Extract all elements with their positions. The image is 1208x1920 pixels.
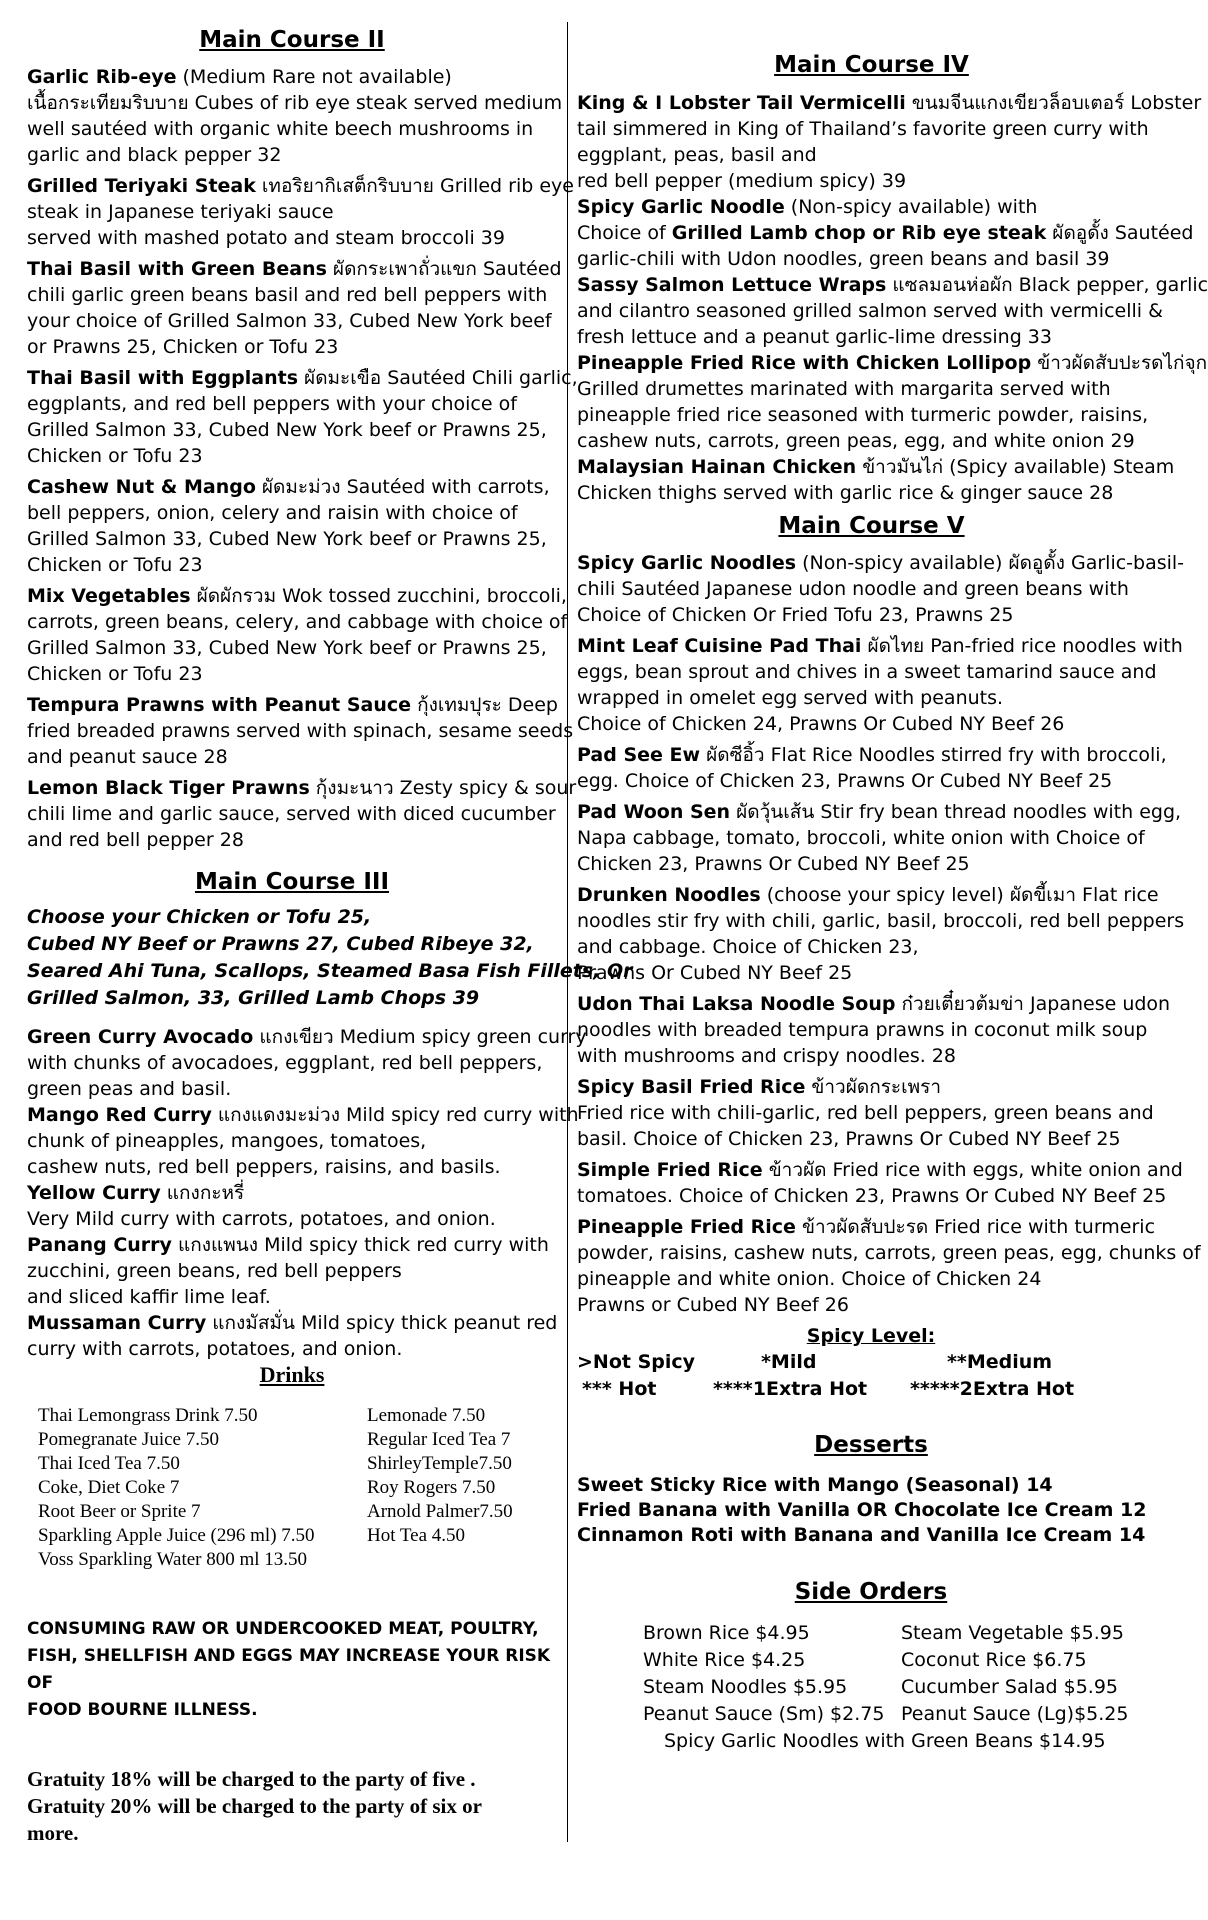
spicy-level-row-1 xyxy=(577,1349,1166,1376)
menu-item-description: and peanut sauce 28 xyxy=(27,746,228,768)
main-course-iv-list xyxy=(577,90,1208,506)
menu-item-description: tomatoes. Choice of Chicken 23, Prawns Or Cubed NY Beef 25 xyxy=(577,1185,1167,1207)
menu-item-line xyxy=(27,1336,557,1362)
menu-item-line xyxy=(577,768,1166,794)
menu-item-description: Grilled Salmon 33, Cubed New York beef or Prawns 25, xyxy=(27,419,547,441)
main-course-iii-title: Main Course III xyxy=(194,869,390,895)
gratuity-line: more. xyxy=(27,1821,79,1845)
menu-item-line xyxy=(577,685,1166,711)
menu-item-description: แกงมัสมั่น Mild spicy thick peanut red xyxy=(206,1312,558,1334)
menu-item xyxy=(577,350,1208,454)
menu-item-line xyxy=(27,1154,557,1180)
menu-item-description: Chicken or Tofu 23 xyxy=(27,554,203,576)
menu-item-description: ผัดผักรวม Wok tossed zucchini, broccoli, xyxy=(190,585,567,607)
menu-item-description: chunk of pineapples, mangoes, tomatoes, xyxy=(27,1130,427,1152)
menu-item-line xyxy=(577,711,1166,737)
side-order-item: Cucumber Salad $5.95 xyxy=(901,1676,1119,1698)
menu-item-description: and cilantro seasoned grilled salmon served with vermicelli & xyxy=(577,300,1163,322)
menu-item-line xyxy=(577,90,1202,116)
menu-item-description: แกงแดงมะม่วง Mild spicy red curry with xyxy=(211,1104,579,1126)
menu-item-description: แซลมอนห่อผัก Black pepper, garlic xyxy=(886,274,1208,296)
side-order-item: Coconut Rice $6.75 xyxy=(901,1649,1087,1671)
menu-item-description: Choice of Chicken Or Fried Tofu 23, Prawns 25 xyxy=(577,604,1014,626)
drink-item: Hot Tea 4.50 xyxy=(367,1525,466,1546)
menu-item-description: chili garlic green beans basil and red bell peppers with xyxy=(27,284,548,306)
menu-item-line xyxy=(577,142,1166,168)
drink-item: Arnold Palmer7.50 xyxy=(367,1501,513,1522)
menu-item xyxy=(577,1214,1201,1318)
menu-item xyxy=(577,90,1202,194)
spicy-level-medium: **Medium xyxy=(947,1351,1053,1373)
menu-item-line xyxy=(27,801,557,827)
side-order-item: Brown Rice $4.95 xyxy=(643,1622,810,1644)
side-order-garlic-noodles: Spicy Garlic Noodles with Green Beans $14.95 xyxy=(664,1730,1106,1752)
menu-item-line xyxy=(577,934,1166,960)
menu-item xyxy=(577,742,1166,794)
drinks-column-1 xyxy=(38,1404,367,1572)
menu-item-description: your choice of Grilled Salmon 33, Cubed New York beef xyxy=(27,310,552,332)
menu-item-description: Fried rice with chili-garlic, red bell peppers, green beans and xyxy=(577,1102,1154,1124)
menu-item-name: Cashew Nut & Mango xyxy=(27,476,256,498)
menu-item-line xyxy=(27,116,557,142)
menu-item-name: Drunken Noodles xyxy=(577,884,761,906)
menu-item-description: ข้าวผัด Fried rice with eggs, white onion and xyxy=(762,1159,1183,1181)
menu-item-line xyxy=(27,635,557,661)
menu-item-name: Simple Fried Rice xyxy=(577,1159,763,1181)
gratuity-note xyxy=(27,1766,557,1847)
gratuity-line: Gratuity 18% will be charged to the party of five . xyxy=(27,1767,476,1791)
drink-item: Roy Rogers 7.50 xyxy=(367,1477,496,1498)
menu-item-description: ก๋วยเตี๋ยวต้มข่า Japanese udon xyxy=(895,993,1171,1015)
menu-item-description: well sautéed with organic white beech mushrooms in xyxy=(27,118,534,140)
menu-item-description: ผัดวุ้นเส้น Stir fry bean thread noodles with egg, xyxy=(730,801,1182,823)
main-course-ii-list xyxy=(27,64,578,853)
drink-item: Voss Sparkling Water 800 ml 13.50 xyxy=(38,1549,308,1570)
menu-item-name: Spicy Basil Fried Rice xyxy=(577,1076,806,1098)
menu-item-line xyxy=(27,334,557,360)
menu-item-line xyxy=(27,391,557,417)
menu-item-description: carrots, green beans, celery, and cabbage with choice of xyxy=(27,611,568,633)
menu-item-name: Pineapple Fried Rice with Chicken Lollipop xyxy=(577,352,1032,374)
menu-item-line xyxy=(27,225,557,251)
menu-item-line xyxy=(577,298,1166,324)
menu-item-name: Mix Vegetables xyxy=(27,585,191,607)
menu-item-line xyxy=(577,428,1166,454)
menu-item-line xyxy=(27,661,557,687)
dessert-item: Fried Banana with Vanilla OR Chocolate Ice Cream 12 xyxy=(577,1499,1147,1521)
menu-item-description: Napa cabbage, tomato, broccoli, white onion with Choice of xyxy=(577,827,1145,849)
menu-item-line xyxy=(577,1214,1166,1240)
menu-item-name: Green Curry Avocado xyxy=(27,1026,254,1048)
warning-line: FOOD BOURNE ILLNESS. xyxy=(27,1700,258,1720)
menu-item-description: and sliced kaffir lime leaf. xyxy=(27,1286,271,1308)
menu-item-description: tail simmered in King of Thailand’s favorite green curry with xyxy=(577,118,1149,140)
drinks-list xyxy=(38,1404,557,1572)
drinks-title: Drinks xyxy=(259,1362,325,1387)
spicy-level-extra-hot-2: *****2Extra Hot xyxy=(910,1378,1075,1400)
menu-item-line xyxy=(27,775,577,801)
menu-item-description: and cabbage. Choice of Chicken 23, xyxy=(577,936,919,958)
menu-item-line xyxy=(27,1128,557,1154)
menu-item-name: Mussaman Curry xyxy=(27,1312,207,1334)
menu-item-line xyxy=(27,1076,557,1102)
menu-item-line xyxy=(577,742,1166,768)
menu-item-line xyxy=(577,376,1166,402)
menu-item-line xyxy=(577,1043,1166,1069)
menu-item-description: steak in Japanese teriyaki sauce xyxy=(27,201,334,223)
choice-line: Choose your Chicken or Tofu 25, xyxy=(27,906,372,928)
main-course-iv-title: Main Course IV xyxy=(774,52,969,78)
menu-item-description: ข้าวผัดกระเพรา xyxy=(805,1076,942,1098)
menu-item-line xyxy=(577,1266,1166,1292)
menu-item-line xyxy=(577,1074,1166,1100)
menu-item-name: Tempura Prawns with Peanut Sauce xyxy=(27,694,412,716)
menu-item xyxy=(577,194,1166,220)
menu-item-name: Mint Leaf Cuisine Pad Thai xyxy=(577,635,862,657)
menu-item-line xyxy=(577,799,1182,825)
main-course-iii-choice-note xyxy=(27,904,633,1012)
menu-item-line xyxy=(577,220,1194,246)
menu-item xyxy=(27,1180,557,1232)
menu-item xyxy=(577,550,1185,628)
menu-item xyxy=(27,692,574,770)
side-orders-list xyxy=(643,1620,1166,1728)
menu-item-line xyxy=(27,90,563,116)
menu-item-line xyxy=(577,168,1166,194)
menu-item-name: King & I Lobster Tail Vermicelli xyxy=(577,92,906,114)
menu-item-line xyxy=(27,443,557,469)
menu-item-description: noodles stir fry with chili, garlic, basil, broccoli, red bell peppers xyxy=(577,910,1185,932)
menu-item-description: bell peppers, onion, celery and raisin with choice of xyxy=(27,502,518,524)
menu-item-description: กุ้งมะนาว Zesty spicy & sour xyxy=(309,777,577,799)
menu-item-name: Lemon Black Tiger Prawns xyxy=(27,777,310,799)
menu-item xyxy=(27,1232,557,1310)
menu-item-description: cashew nuts, red bell peppers, raisins, and basils. xyxy=(27,1156,501,1178)
menu-item-description: (choose your spicy level) ผัดขี้เมา Flat rice xyxy=(760,884,1159,906)
drink-item: Thai Lemongrass Drink 7.50 xyxy=(38,1405,258,1426)
menu-item xyxy=(27,1024,587,1102)
menu-item-description: wrapped in omelet egg served with peanuts. xyxy=(577,687,1004,709)
menu-item-line xyxy=(27,142,557,168)
menu-item-line xyxy=(577,480,1166,506)
menu-item-line xyxy=(27,199,557,225)
menu-item-description: ข้าวมันไก่ (Spicy available) Steam xyxy=(856,456,1175,478)
spicy-level-title: Spicy Level: xyxy=(806,1325,936,1347)
menu-item-line xyxy=(577,991,1171,1017)
menu-item xyxy=(27,775,577,853)
menu-item-line xyxy=(577,960,1166,986)
spicy-level-extra-hot-1: ****1Extra Hot xyxy=(713,1378,868,1400)
menu-item-description: eggplant, peas, basil and xyxy=(577,144,817,166)
menu-item-description: powder, raisins, cashew nuts, carrots, green peas, egg, chunks of xyxy=(577,1242,1201,1264)
menu-item-line xyxy=(577,576,1166,602)
warning-line: FISH, SHELLFISH AND EGGS MAY INCREASE YOUR RISK OF xyxy=(27,1646,551,1693)
menu-item-description: noodles with breaded tempura prawns in coconut milk soup xyxy=(577,1019,1148,1041)
menu-item-line xyxy=(27,1180,557,1206)
dessert-item: Sweet Sticky Rice with Mango (Seasonal) 14 xyxy=(577,1474,1053,1496)
menu-item-description: green peas and basil. xyxy=(27,1078,232,1100)
menu-item xyxy=(577,220,1194,272)
menu-item-line xyxy=(577,402,1166,428)
menu-item-line xyxy=(27,1258,557,1284)
menu-item-name: Udon Thai Laksa Noodle Soup xyxy=(577,993,896,1015)
menu-item xyxy=(577,1074,1166,1152)
menu-item-prefix: Choice of xyxy=(577,222,672,244)
menu-item-line xyxy=(27,827,557,853)
main-course-iii-list xyxy=(27,1024,587,1362)
menu-item-description: ผัดมะเขือ Sautéed Chili garlic, xyxy=(298,367,578,389)
menu-item-description: ผัดมะม่วง Sautéed with carrots, xyxy=(255,476,550,498)
menu-item-description: ข้าวผัดสับปะรดไก่จุก xyxy=(1031,352,1208,374)
menu-item-description: ผัดซีอิ้ว Flat Rice Noodles stirred fry with broccoli, xyxy=(700,744,1167,766)
menu-item-line xyxy=(577,272,1208,298)
menu-item-description: cashew nuts, carrots, green peas, egg, and white onion 29 xyxy=(577,430,1135,452)
menu-item-line xyxy=(577,908,1185,934)
menu-item-line xyxy=(27,1050,557,1076)
menu-item-description: garlic-chili with Udon noodles, green beans and basil 39 xyxy=(577,248,1110,270)
menu-item-description: with mushrooms and crispy noodles. 28 xyxy=(577,1045,956,1067)
menu-item-name: Thai Basil with Green Beans xyxy=(27,258,327,280)
drink-item: Sparkling Apple Juice (296 ml) 7.50 xyxy=(38,1525,315,1546)
choice-line: Cubed NY Beef or Prawns 27, Cubed Ribeye 32, xyxy=(27,933,534,955)
side-order-item: Peanut Sauce (Sm) $2.75 xyxy=(643,1703,885,1725)
menu-item-description: Very Mild curry with carrots, potatoes, and onion. xyxy=(27,1208,496,1230)
menu-item-line xyxy=(27,718,574,744)
menu-item xyxy=(577,991,1171,1069)
menu-item-line xyxy=(577,1183,1166,1209)
menu-item-description: (Non-spicy available) with xyxy=(784,196,1038,218)
menu-item-name: Pad Woon Sen xyxy=(577,801,731,823)
menu-item-line xyxy=(577,1017,1166,1043)
menu-item-description: Chicken or Tofu 23 xyxy=(27,663,203,685)
side-orders-column-2 xyxy=(901,1620,1128,1728)
menu-item-description: curry with carrots, potatoes, and onion. xyxy=(27,1338,403,1360)
gratuity-line: Gratuity 20% will be charged to the party of six or xyxy=(27,1794,482,1818)
menu-item-name: Sassy Salmon Lettuce Wraps xyxy=(577,274,887,296)
menu-item-description: แกงกะหรี่ xyxy=(160,1182,245,1204)
menu-item-line xyxy=(577,1100,1166,1126)
menu-item-description: chili Sautéed Japanese udon noodle and green beans with xyxy=(577,578,1129,600)
menu-item-description: Grilled Salmon 33, Cubed New York beef or Prawns 25, xyxy=(27,637,547,659)
menu-item-name: Grilled Teriyaki Steak xyxy=(27,175,256,197)
right-column xyxy=(577,0,1208,1754)
drink-item: Pomegranate Juice 7.50 xyxy=(38,1429,219,1450)
menu-item-description: pineapple and white onion. Choice of Chicken 24 xyxy=(577,1268,1042,1290)
menu-item-name: Garlic Rib-eye xyxy=(27,66,177,88)
menu-item-line xyxy=(577,633,1183,659)
menu-item xyxy=(27,583,568,687)
food-safety-warning xyxy=(27,1616,557,1724)
menu-item-line xyxy=(577,246,1166,272)
choice-line: Grilled Salmon, 33, Grilled Lamb Chops 39 xyxy=(27,987,480,1009)
menu-item-description: ผัดไทย Pan-fried rice noodles with xyxy=(861,635,1183,657)
menu-item-line xyxy=(577,602,1166,628)
menu-item-name: Spicy Garlic Noodles xyxy=(577,552,797,574)
menu-item-line xyxy=(577,1126,1166,1152)
drink-item: Regular Iced Tea 7 xyxy=(367,1429,511,1450)
menu-item-description: pineapple fried rice seasoned with turmeric powder, raisins, xyxy=(577,404,1149,426)
menu-item-description: ขนมจีนแกงเขียวล็อบเตอร์ Lobster xyxy=(905,92,1202,114)
side-order-item: Steam Vegetable $5.95 xyxy=(901,1622,1124,1644)
menu-item-line xyxy=(27,744,557,770)
main-course-ii-title: Main Course II xyxy=(199,27,385,53)
menu-item xyxy=(577,272,1208,350)
spicy-level-mild: *Mild xyxy=(761,1351,817,1373)
menu-item-description: egg. Choice of Chicken 23, Prawns Or Cubed NY Beef 25 xyxy=(577,770,1113,792)
menu-item-description: (Non-spicy available) ผัดอูดั้ง Garlic-basil- xyxy=(796,552,1185,574)
menu-item-name: Spicy Garlic Noodle xyxy=(577,196,785,218)
menu-item-line xyxy=(577,659,1166,685)
menu-item-description: Chicken 23, Prawns Or Cubed NY Beef 25 xyxy=(577,853,970,875)
drink-item: Root Beer or Sprite 7 xyxy=(38,1501,201,1522)
dessert-item: Cinnamon Roti with Banana and Vanilla Ice Cream 14 xyxy=(577,1524,1146,1546)
menu-item-description: Prawns Or Cubed NY Beef 25 xyxy=(577,962,853,984)
menu-item-description: with chunks of avocadoes, eggplant, red bell peppers, xyxy=(27,1052,543,1074)
menu-item-description: เนื้อกระเทียมริบบาย Cubes of rib eye steak served medium xyxy=(27,92,563,114)
menu-item-line xyxy=(27,365,578,391)
menu-item-description: แกงแพนง Mild spicy thick red curry with xyxy=(171,1234,549,1256)
menu-item-line xyxy=(577,882,1166,908)
menu-item-description: fried breaded prawns served with spinach, sesame seeds xyxy=(27,720,574,742)
menu-item-description: zucchini, green beans, red bell peppers xyxy=(27,1260,402,1282)
menu-item-line xyxy=(27,282,557,308)
menu-item-line xyxy=(577,454,1175,480)
desserts-list xyxy=(577,1473,1166,1548)
drink-item: ShirleyTemple7.50 xyxy=(367,1453,512,1474)
menu-item-line xyxy=(27,1102,579,1128)
menu-item-description: basil. Choice of Chicken 23, Prawns Or Cubed NY Beef 25 xyxy=(577,1128,1121,1150)
menu-item xyxy=(27,1102,579,1180)
menu-item-name: Pad See Ew xyxy=(577,744,701,766)
menu-item-line xyxy=(27,256,562,282)
menu-item-line xyxy=(27,609,568,635)
menu-item-choice: Grilled Lamb chop or Rib eye steak xyxy=(671,222,1047,244)
menu-item-line xyxy=(577,851,1166,877)
menu-item-line xyxy=(577,350,1208,376)
menu-item xyxy=(27,1310,557,1362)
menu-item-line xyxy=(27,417,557,443)
menu-item-line xyxy=(577,324,1166,350)
choice-line: Seared Ahi Tuna, Scallops, Steamed Basa Fish Fillets, Or xyxy=(27,960,633,982)
spicy-level-not-spicy: >Not Spicy xyxy=(577,1351,696,1373)
menu-item-line xyxy=(27,1206,557,1232)
menu-item-description: Grilled Salmon 33, Cubed New York beef or Prawns 25, xyxy=(27,528,547,550)
drinks-column-2 xyxy=(367,1404,513,1572)
menu-item-description: ผัดอูดั้ง Sautéed xyxy=(1046,222,1194,244)
menu-item-description: Prawns or Cubed NY Beef 26 xyxy=(577,1294,849,1316)
menu-item xyxy=(27,64,563,168)
menu-item-name: Pineapple Fried Rice xyxy=(577,1216,796,1238)
menu-item-description: eggs, bean sprout and chives in a sweet tamarind sauce and xyxy=(577,661,1157,683)
menu-item-name: Yellow Curry xyxy=(27,1182,161,1204)
menu-item-description: served with mashed potato and steam broccoli 39 xyxy=(27,227,505,249)
menu-item-description: Chicken thighs served with garlic rice & ginger sauce 28 xyxy=(577,482,1114,504)
menu-item-line xyxy=(577,116,1166,142)
menu-item-description: (Medium Rare not available) xyxy=(176,66,452,88)
menu-item xyxy=(577,799,1182,877)
side-order-item: Peanut Sauce (Lg)$5.25 xyxy=(901,1703,1129,1725)
drink-item: Coke, Diet Coke 7 xyxy=(38,1477,180,1498)
menu-item-line xyxy=(577,825,1166,851)
left-column xyxy=(27,0,633,1847)
menu-item-description: eggplants, and red bell peppers with your choice of xyxy=(27,393,517,415)
menu-item xyxy=(577,633,1183,737)
menu-item-line xyxy=(27,64,557,90)
menu-item-description: Choice of Chicken 24, Prawns Or Cubed NY Beef 26 xyxy=(577,713,1065,735)
spicy-level-hot: *** Hot xyxy=(582,1378,657,1400)
drink-item: Lemonade 7.50 xyxy=(367,1405,486,1426)
menu-item-description: fresh lettuce and a peanut garlic-lime dressing 33 xyxy=(577,326,1052,348)
menu-item-description: เทอริยากิเสต็กริบบาย Grilled rib eye xyxy=(255,175,574,197)
menu-item-line xyxy=(27,173,574,199)
column-divider xyxy=(567,22,568,1842)
menu-item xyxy=(577,882,1185,986)
menu-item-line xyxy=(27,583,567,609)
menu-item-description: or Prawns 25, Chicken or Tofu 23 xyxy=(27,336,339,358)
menu-item-line xyxy=(27,1310,557,1336)
menu-item-line xyxy=(27,1284,557,1310)
warning-line: CONSUMING RAW OR UNDERCOOKED MEAT, POULTRY, xyxy=(27,1619,539,1639)
menu-item-line xyxy=(27,526,557,552)
menu-item-line xyxy=(27,474,557,500)
menu-item-line xyxy=(577,1157,1183,1183)
menu-item-name: Mango Red Curry xyxy=(27,1104,212,1126)
menu-item-description: Chicken or Tofu 23 xyxy=(27,445,203,467)
menu-item-line xyxy=(577,1240,1201,1266)
menu-item-line xyxy=(27,1024,587,1050)
menu-item-name: Panang Curry xyxy=(27,1234,172,1256)
menu-item-name: Thai Basil with Eggplants xyxy=(27,367,299,389)
menu-item-line xyxy=(27,552,557,578)
menu-item-description: กุ้งเทมปุระ Deep xyxy=(411,694,558,716)
side-orders-title: Side Orders xyxy=(794,1579,948,1605)
side-order-item: White Rice $4.25 xyxy=(643,1649,806,1671)
drink-item: Thai Iced Tea 7.50 xyxy=(38,1453,180,1474)
menu-item-description: ผัดกระเพาถั่วแขก Sautéed xyxy=(326,258,562,280)
menu-item-description: chili lime and garlic sauce, served with diced cucumber xyxy=(27,803,556,825)
menu-item-description: Grilled drumettes marinated with margarita served with xyxy=(577,378,1111,400)
menu-item xyxy=(27,173,574,251)
side-order-item: Steam Noodles $5.95 xyxy=(643,1676,848,1698)
menu-item-description: and red bell pepper 28 xyxy=(27,829,244,851)
main-course-v-list xyxy=(577,550,1201,1318)
side-orders-column-1 xyxy=(643,1620,901,1728)
menu-item xyxy=(577,1157,1183,1209)
menu-item xyxy=(577,454,1175,506)
menu-item xyxy=(27,365,578,469)
menu-item-line xyxy=(27,500,557,526)
menu-item-description: แกงเขียว Medium spicy green curry xyxy=(253,1026,587,1048)
main-course-v-title: Main Course V xyxy=(778,513,965,539)
menu-item-description: red bell pepper (medium spicy) 39 xyxy=(577,170,907,192)
menu-item-name: Malaysian Hainan Chicken xyxy=(577,456,857,478)
menu-item-description: garlic and black pepper 32 xyxy=(27,144,282,166)
menu-item xyxy=(27,256,562,360)
menu-item xyxy=(27,474,557,578)
desserts-title: Desserts xyxy=(814,1432,928,1458)
menu-item-line xyxy=(577,194,1166,220)
menu-item-line xyxy=(577,550,1185,576)
spicy-level-row-2 xyxy=(577,1376,1166,1403)
menu-item-line xyxy=(27,1232,557,1258)
menu-item-description: ข้าวผัดสับปะรด Fried rice with turmeric xyxy=(795,1216,1156,1238)
menu-item-line xyxy=(27,692,557,718)
menu-item-line xyxy=(27,308,557,334)
menu-item-line xyxy=(577,1292,1166,1318)
